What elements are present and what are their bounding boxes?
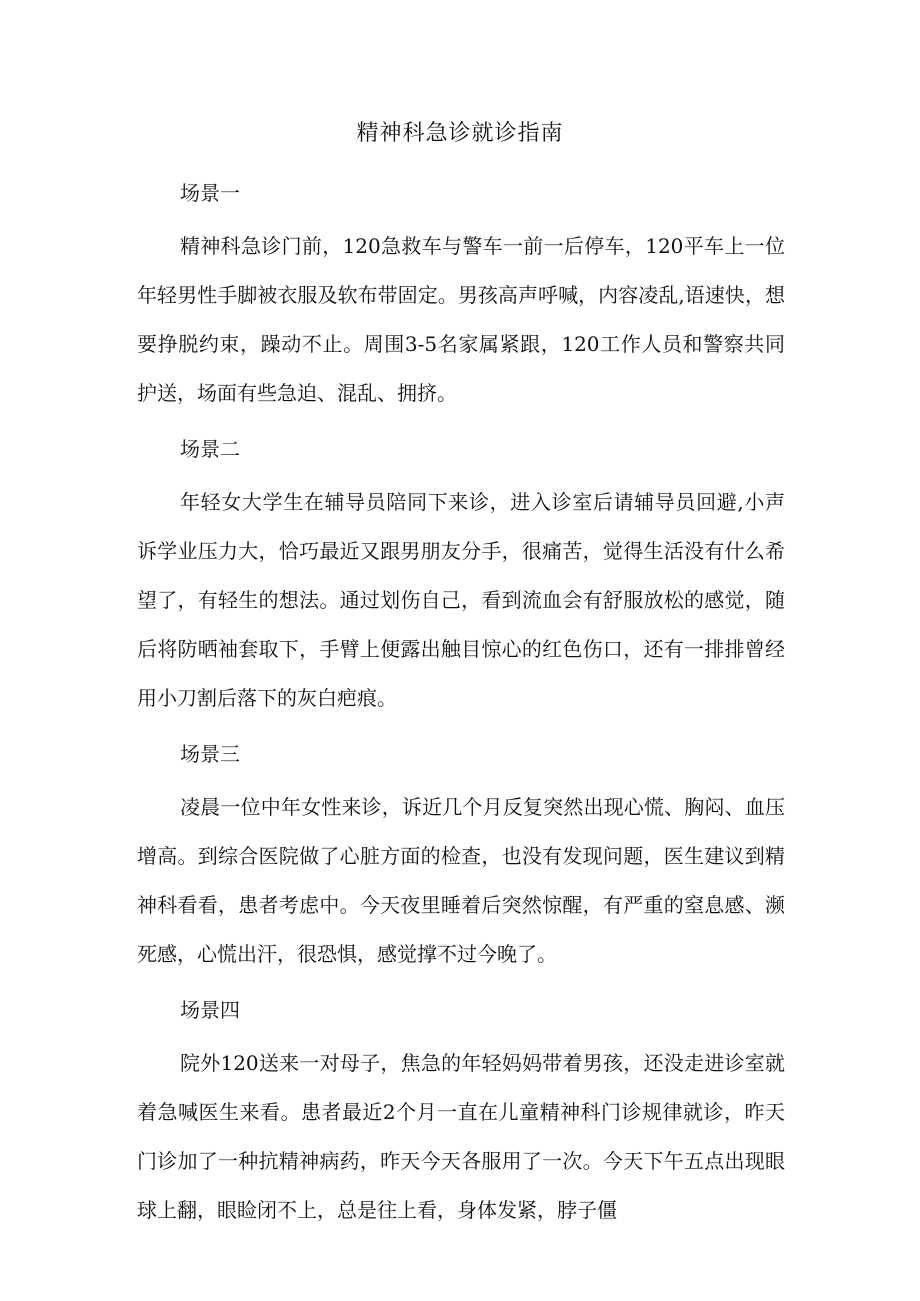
document-title: 精神科急诊就诊指南	[356, 121, 564, 146]
section-heading-2: 场景二	[180, 437, 240, 461]
section-heading-3: 场景三	[180, 742, 240, 766]
section-paragraph-2: 年轻女大学生在辅导员陪同下来诊，进入诊室后请辅导员回避,小声诉学业压力大，恰巧最近又跟男朋友分手，很痛苦，觉得生活没有什么希望了，有轻生的想法。通过划伤自己，看到流血会有舒服放松的感觉，随后将防晒袖套取下，手臂上便露出触目惊心的红色伤口，还有一排排曾经用小刀割后落下的灰白疤痕。	[137, 490, 785, 710]
section-paragraph-4: 院外120送来一对母子，焦急的年轻妈妈带着男孩，还没走进诊室就着急喊医生来看。患者最近2个月一直在儿童精神科门诊规律就诊，昨天门诊加了一种抗精神病药，昨天今天各服用了一次。今天下午五点出现眼球上翻，眼睑闭不上，总是往上看，身体发紧，脖子僵	[137, 1051, 785, 1222]
section-heading-4: 场景四	[180, 998, 240, 1022]
section-paragraph-3: 凌晨一位中年女性来诊，诉近几个月反复突然出现心慌、胸闷、血压增高。到综合医院做了心脏方面的检查，也没有发现问题，医生建议到精神科看看，患者考虑中。今天夜里睡着后突然惊醒，有严重的窒息感、濒死感，心慌出汗，很恐惧，感觉撑不过今晚了。	[137, 795, 785, 966]
section-heading-1: 场景一	[180, 181, 240, 205]
document-body	[137, 176, 785, 1235]
section-paragraph-1: 精神科急诊门前，120急救车与警车一前一后停车，120平车上一位年轻男性手脚被衣服及软布带固定。男孩高声呼喊，内容凌乱,语速快，想要挣脱约束，躁动不止。周围3-5名家属紧跟，120工作人员和警察共同护送，场面有些急迫、混乱、拥挤。	[137, 234, 785, 405]
